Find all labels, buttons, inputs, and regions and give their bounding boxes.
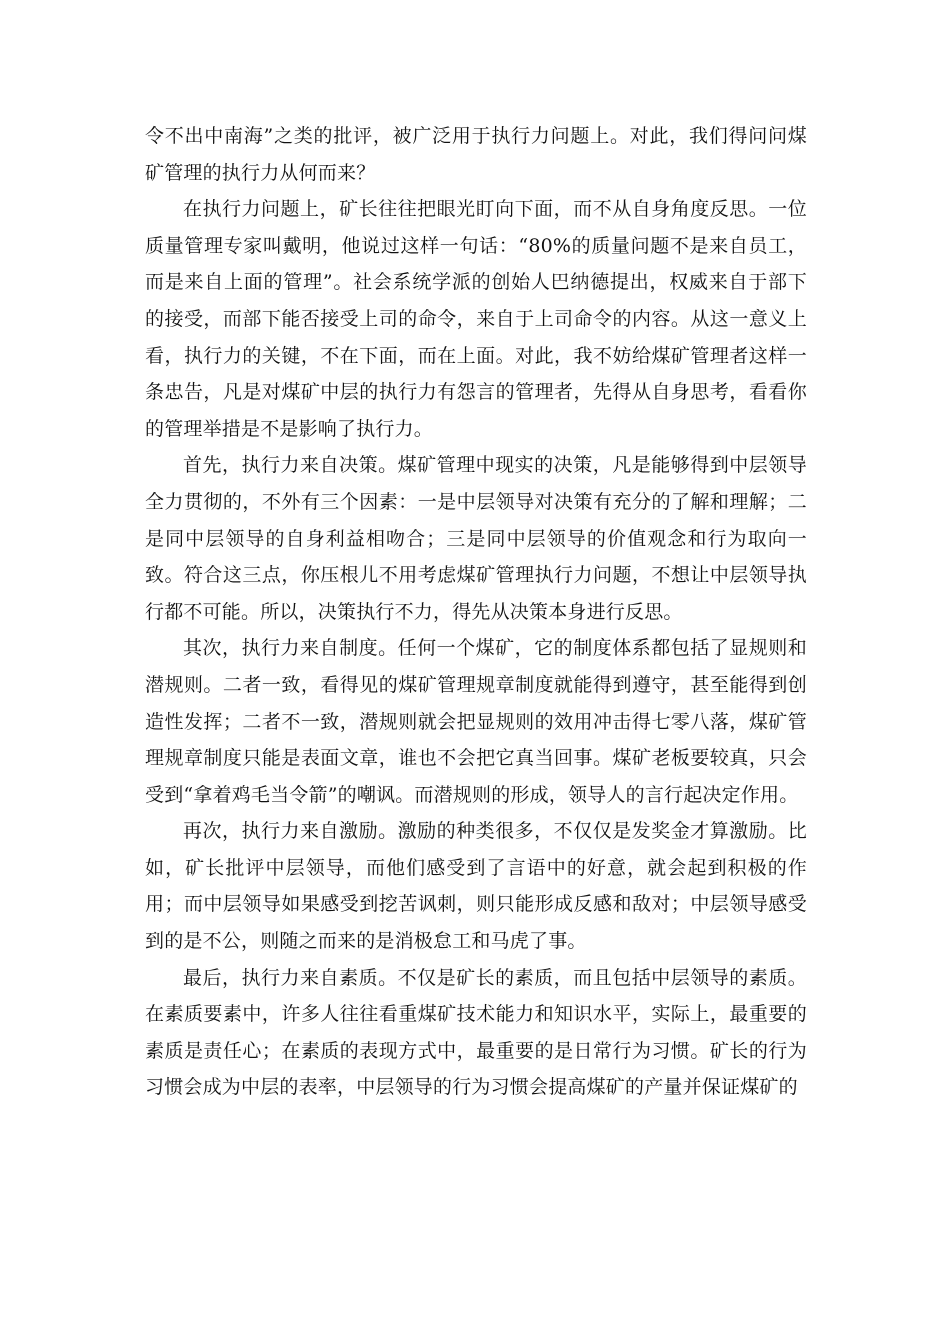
- paragraph-quality: 最后，执行力来自素质。不仅是矿长的素质，而且包括中层领导的素质。在素质要素中，许多人往往看重煤矿技术能力和知识水平，实际上，最重要的素质是责任心；在素质的表现方式中，最重要的是日常行为习惯。矿长的行为习惯会成为中层的表率，中层领导的行为习惯会提高煤矿的产量并保证煤矿的: [145, 966, 807, 1099]
- paragraph-system: 其次，执行力来自制度。任何一个煤矿，它的制度体系都包括了显规则和潜规则。二者一致，看得见的煤矿管理规章制度就能得到遵守，甚至能得到创造性发挥；二者不一致，潜规则就会把显规则的效用冲击得七零八落，煤矿管理规章制度只能是表面文章，谁也不会把它真当回事。煤矿老板要较真，只会受到“拿着鸡毛当令箭”的嘲讽。而潜规则的形成，领导人的言行起决定作用。: [145, 637, 807, 806]
- document-body: [145, 118, 807, 1106]
- paragraph-incentive: 再次，执行力来自激励。激励的种类很多，不仅仅是发奖金才算激励。比如，矿长批评中层领导，而他们感受到了言语中的好意，就会起到积极的作用；而中层领导如果感受到挖苦讽刺，则只能形成反感和敌对；中层领导感受到的是不公，则随之而来的是消极怠工和马虎了事。: [145, 820, 807, 953]
- paragraph-decision: 首先，执行力来自决策。煤矿管理中现实的决策，凡是能够得到中层领导全力贯彻的，不外有三个因素：一是中层领导对决策有充分的了解和理解；二是同中层领导的自身利益相吻合；三是同中层领导的价值观念和行为取向一致。符合这三点，你压根儿不用考虑煤矿管理执行力问题，不想让中层领导执行都不可能。所以，决策执行不力，得先从决策本身进行反思。: [145, 454, 807, 623]
- paragraph-continuation: 令不出中南海”之类的批评，被广泛用于执行力问题上。对此，我们得问问煤矿管理的执行力从何而来？: [145, 125, 807, 184]
- paragraph-deming: 在执行力问题上，矿长往往把眼光盯向下面，而不从自身角度反思。一位质量管理专家叫戴明，他说过这样一句话：“80%的质量问题不是来自员工，而是来自上面的管理”。社会系统学派的创始人巴纳德提出，权威来自于部下的接受，而部下能否接受上司的命令，来自于上司命令的内容。从这一意义上看，执行力的关键，不在下面，而在上面。对此，我不妨给煤矿管理者这样一条忠告，凡是对煤矿中层的执行力有怨言的管理者，先得从自身思考，看看你的管理举措是不是影响了执行力。: [145, 198, 807, 440]
